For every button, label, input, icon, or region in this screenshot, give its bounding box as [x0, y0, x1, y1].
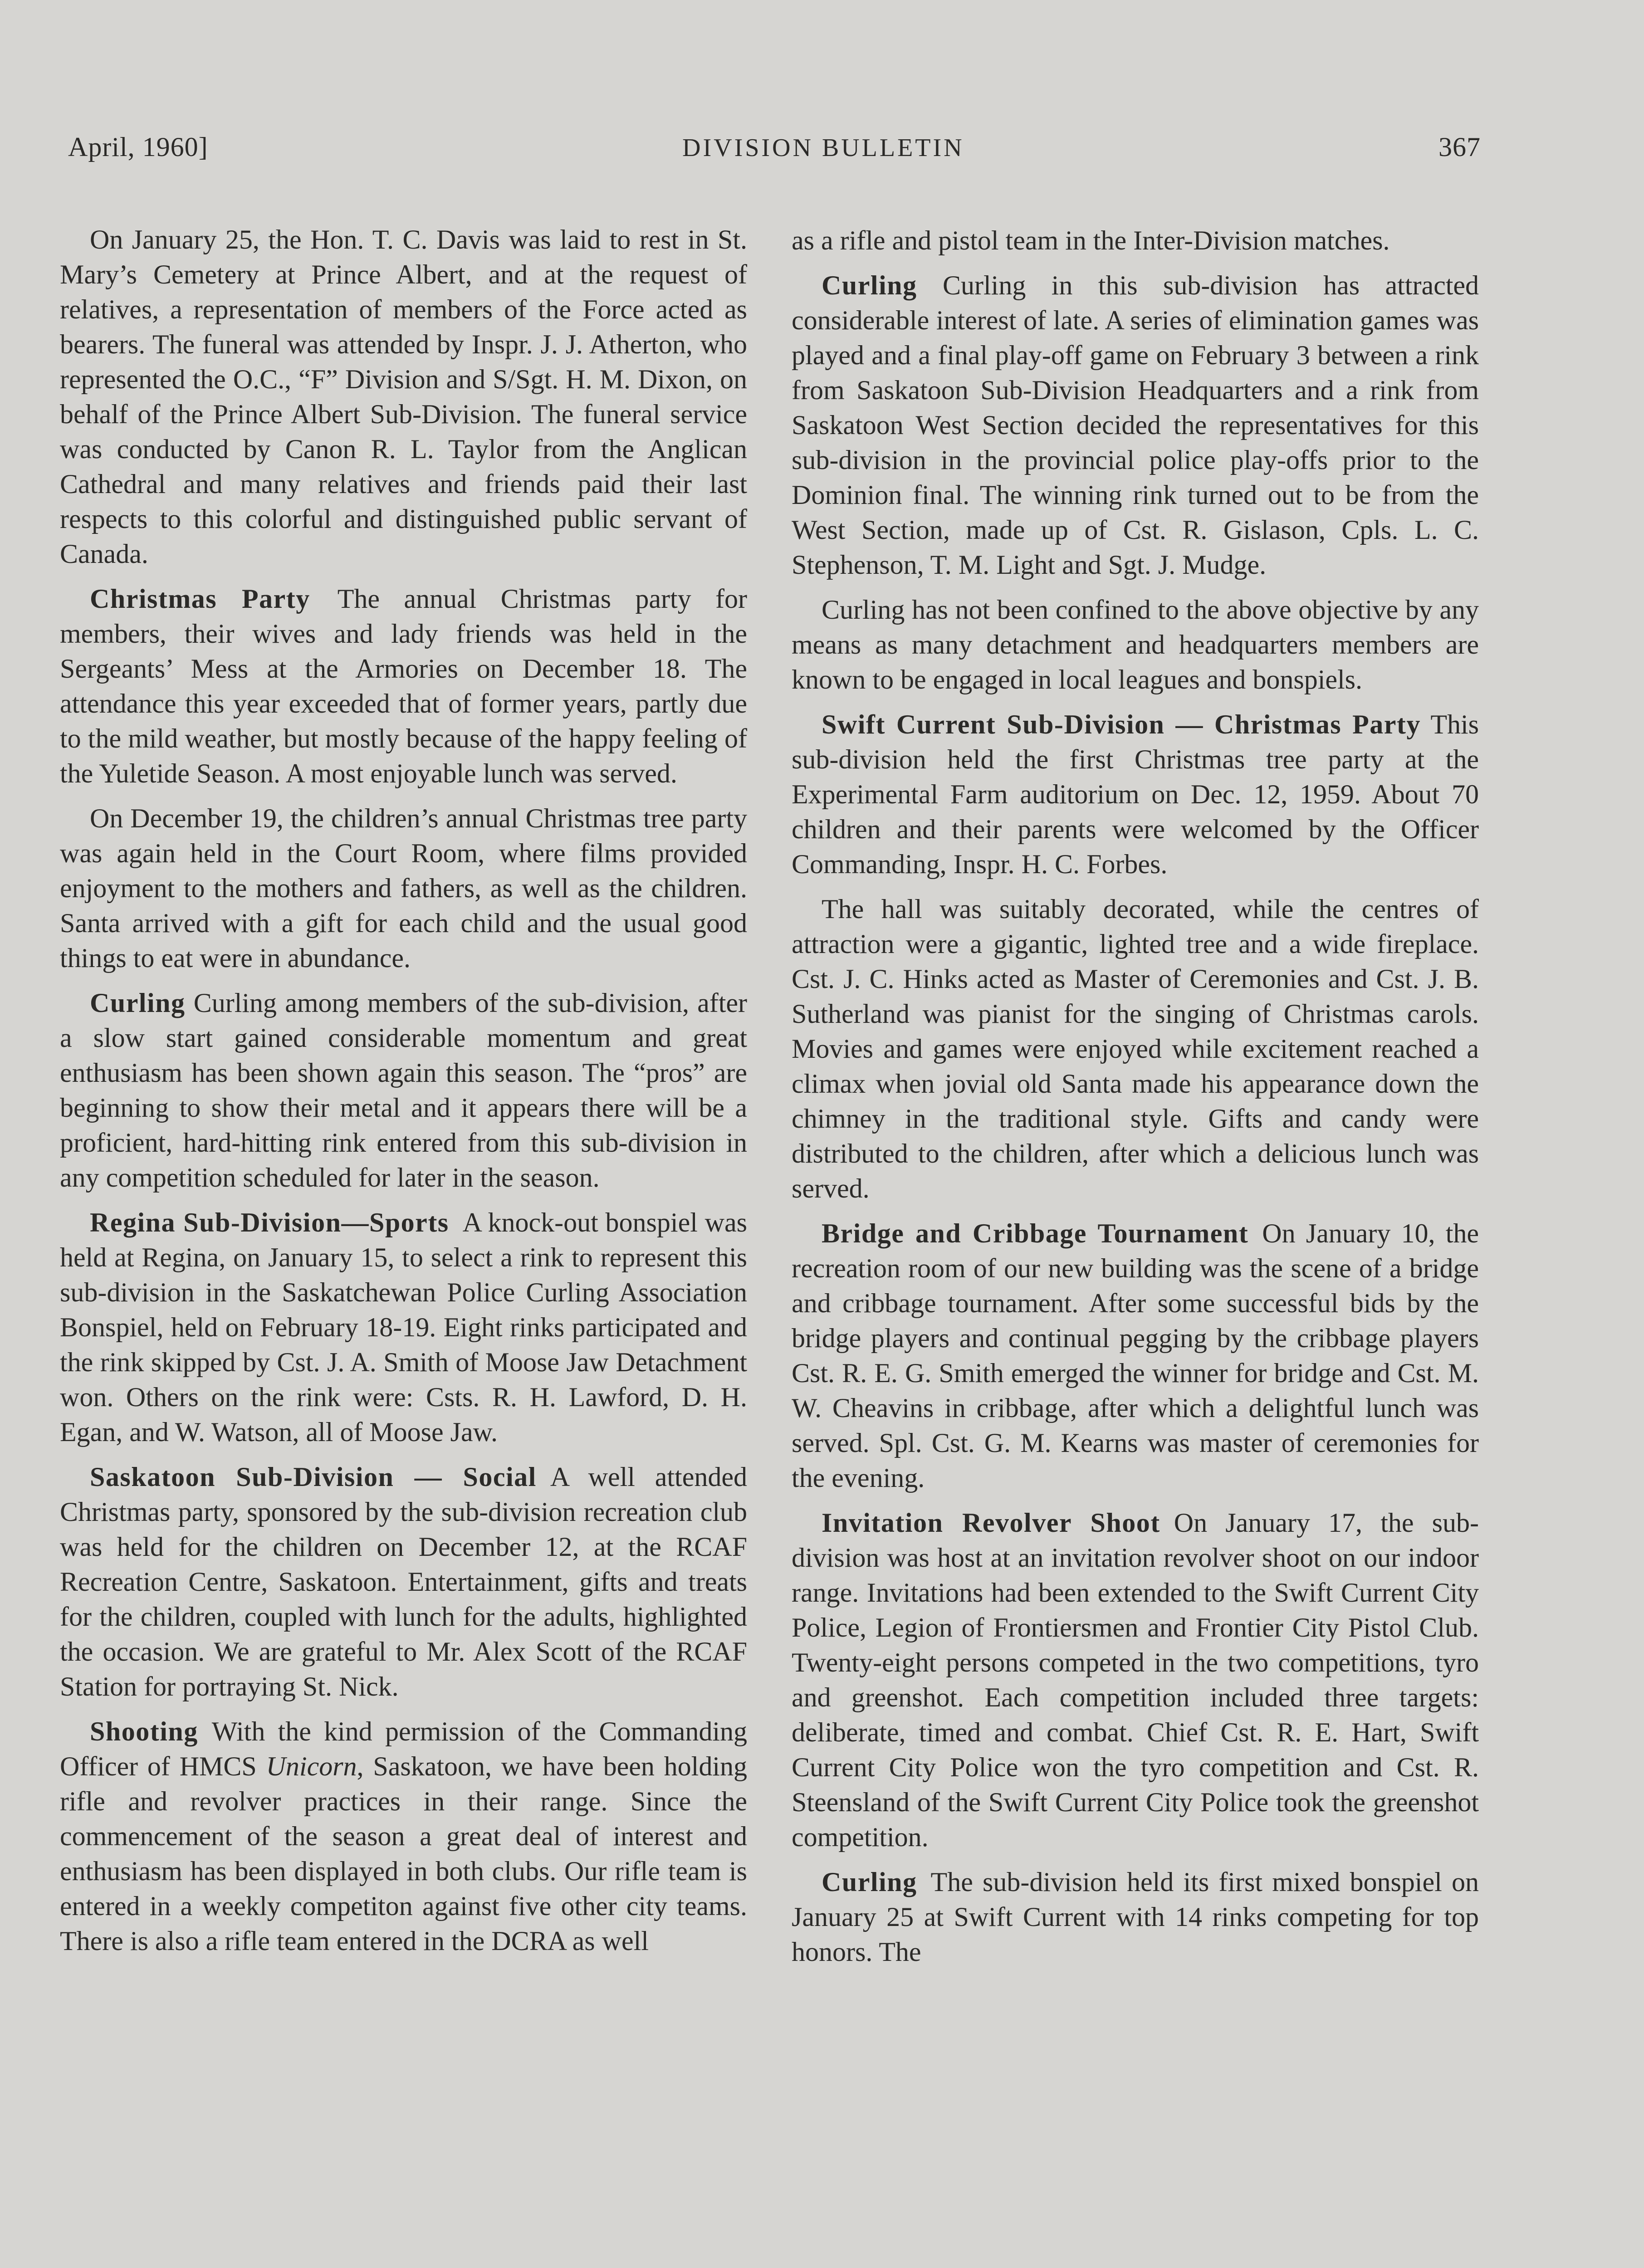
- page-number: 367: [1438, 132, 1481, 162]
- paragraph-swift-current-party: Swift Current Sub-Division — Christmas Party This sub-division held the first Christmas tree party at the Experimental Farm auditorium on Dec. 12, 1959. About 70 children and their parents were welcomed by the Officer Commanding, Inspr. H. C. Forbes.: [792, 709, 1479, 879]
- section-heading: Bridge and Cribbage Tournament: [822, 1218, 1249, 1248]
- paragraph-curling-leagues: Curling has not been confined to the above objective by any means as many detachment and headquarters members are known to be engaged in local leagues and bonspiels.: [792, 595, 1479, 694]
- right-column: [792, 223, 1479, 1970]
- paragraph-children-party: On December 19, the children’s annual Christmas tree party was again held in the Court Room, where films provided enjoyment to the mothers and fathers, as well as the children. Santa arrived with a gift for each child and the usual good things to eat were in abundance.: [60, 803, 747, 973]
- section-heading: Curling: [822, 1867, 917, 1897]
- header-title: DIVISION BULLETIN: [682, 134, 964, 162]
- section-heading: Curling: [822, 270, 917, 300]
- paragraph-saskatoon-social: Saskatoon Sub-Division — Social A well attended Christmas party, sponsored by the sub-division recreation club was held for the children on December 12, at the RCAF Recreation Centre, Saskatoon. Entertainment, gifts and treats for the children, coupled with lunch for the adults, highlighted the occasion. We are grateful to Mr. Alex Scott of the RCAF Station for portraying St. Nick.: [60, 1462, 747, 1701]
- section-heading: Regina Sub-Division—Sports: [90, 1207, 449, 1237]
- paragraph-bridge-cribbage: Bridge and Cribbage Tournament On January 10, the recreation room of our new building was the scene of a bridge and cribbage tournament. After some successful bids by the bridge players and continual pegging by the cribbage players Cst. R. E. G. Smith emerged the winner for bridge and Cst. M. W. Cheavins in cribbage, after which a delightful lunch was served. Spl. Cst. G. M. Kearns was master of ceremonies for the evening.: [792, 1218, 1479, 1493]
- header-date: April, 1960]: [68, 132, 208, 162]
- paragraph-revolver-shoot: Invitation Revolver Shoot On January 17, the sub-division was host at an invitation revolver shoot on our indoor range. Invitations had been extended to the Swift Current City Police, Legion of Frontiersmen and Frontier City Pistol Club. Twenty-eight persons competed in the two competitions, tyro and greenshot. Each competition included three targets: deliberate, timed and combat. Chief Cst. R. E. Hart, Swift Current City Police won the tyro competition and Cst. R. Steensland of the Swift Current City Police took the greenshot competition.: [792, 1508, 1479, 1852]
- section-heading: Saskatoon Sub-Division — Social: [90, 1462, 537, 1492]
- left-column: [60, 222, 747, 1959]
- ship-name: Unicorn: [266, 1751, 357, 1781]
- paragraph-curling: Curling Curling among members of the sub-division, after a slow start gained considerable momentum and great enthusiasm has been shown again this season. The “pros” are beginning to show their metal and it appears there will be a proficient, hard-hitting rink entered from this sub-division in any competition scheduled for later in the season.: [60, 988, 748, 1193]
- paragraph-regina-sports: Regina Sub-Division—Sports A knock-out bonspiel was held at Regina, on January 15, to select a rink to represent this sub-division in the Saskatchewan Police Curling Association Bonspiel, held on February 18-19. Eight rinks participated and the rink skipped by Cst. J. A. Smith of Moose Jaw Detachment won. Others on the rink were: Csts. R. H. Lawford, D. H. Egan, and W. Watson, all of Moose Jaw.: [60, 1207, 747, 1447]
- paragraph-shooting: Shooting With the kind permission of the Commanding Officer of HMCS Unicorn, Saskatoon, we have been holding rifle and revolver practices in their range. Since the commencement of the season a great deal of interest and enthusiasm has been displayed in both clubs. Our rifle team is entered in a weekly competiton against five other city teams. There is also a rifle team entered in the DCRA as well: [60, 1716, 747, 1956]
- paragraph-hall-decorated: The hall was suitably decorated, while the centres of attraction were a gigantic, lighted tree and a wide fireplace. Cst. J. C. Hinks acted as Master of Ceremonies and Cst. J. B. Sutherland was pianist for the singing of Christmas carols. Movies and games were enjoyed while excitement reached a climax when jovial old Santa made his appearance down the chimney in the traditional style. Gifts and candy were distributed to the children, after which a delicious lunch was served.: [792, 894, 1479, 1203]
- paragraph-curling-elimination: Curling Curling in this sub-division has attracted considerable interest of late. A series of elimination games was played and a final play-off game on February 3 between a rink from Saskatoon Sub-Division Headquarters and a rink from Saskatoon West Section decided the representatives for this sub-division in the provincial police play-offs prior to the Dominion final. The winning rink turned out to be from the West Section, made up of Cst. R. Gislason, Cpls. L. C. Stephenson, T. M. Light and Sgt. J. Mudge.: [792, 270, 1479, 580]
- section-heading: Christmas Party: [90, 584, 310, 614]
- paragraph-davis-funeral: On January 25, the Hon. T. C. Davis was laid to rest in St. Mary’s Cemetery at Prince Albert, and at the request of relatives, a representation of members of the Force acted as bearers. The funeral was attended by Inspr. J. J. Atherton, who represented the O.C., “F” Division and S/Sgt. H. M. Dixon, on behalf of the Prince Albert Sub-Division. The funeral service was conducted by Canon R. L. Taylor from the Anglican Cathedral and many relatives and friends paid their last respects to this colorful and distinguished public servant of Canada.: [60, 225, 747, 569]
- paragraph-mixed-bonspiel: Curling The sub-division held its first mixed bonspiel on January 25 at Swift Current with 14 rinks competing for top honors. The: [792, 1867, 1479, 1967]
- paragraph-rifle-team-continued: as a rifle and pistol team in the Inter-Division matches.: [792, 225, 1390, 255]
- running-header: [68, 132, 1481, 163]
- section-heading: Invitation Revolver Shoot: [822, 1508, 1160, 1538]
- section-heading: Swift Current Sub-Division — Christmas Party: [822, 709, 1421, 739]
- section-heading: Shooting: [90, 1716, 198, 1746]
- paragraph-christmas-party: Christmas Party The annual Christmas party for members, their wives and lady friends was held in the Sergeants’ Mess at the Armories on December 18. The attendance this year exceeded that of former years, partly due to the mild weather, but mostly because of the happy feeling of the Yuletide Season. A most enjoyable lunch was served.: [60, 584, 748, 788]
- section-heading: Curling: [90, 988, 186, 1018]
